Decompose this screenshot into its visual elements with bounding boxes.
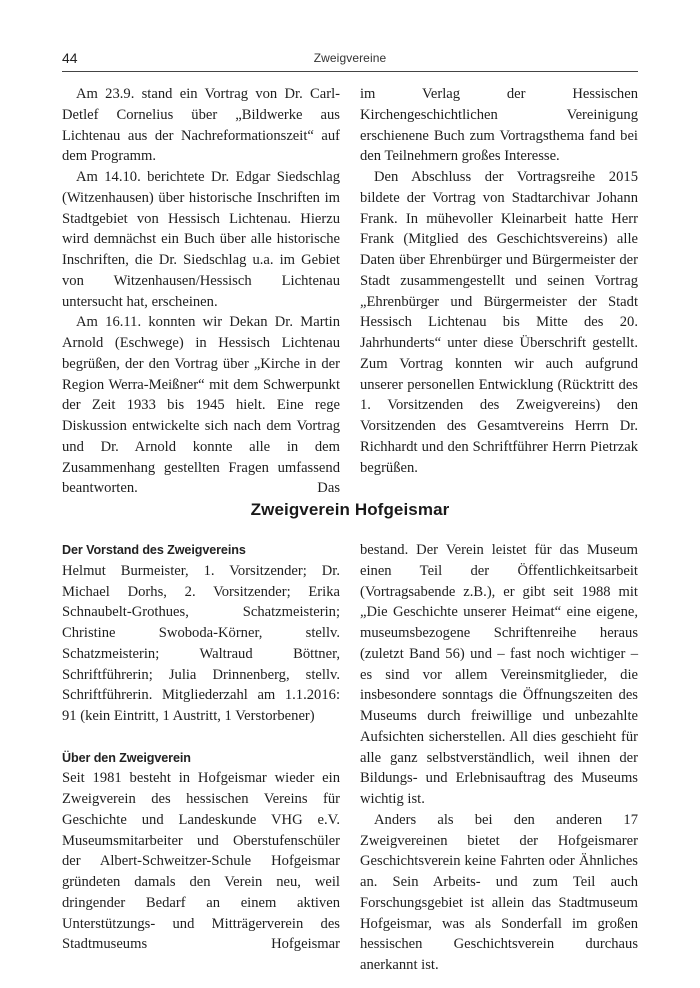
running-header <box>62 50 638 70</box>
left-column-lower <box>62 540 340 955</box>
paragraph: Am 14.10. berichtete Dr. Edgar Siedschlag (Witzenhausen) über historische Inschriften im Stadtgebiet von Hessisch Lichtenau. Hierzu wird demnächst ein Buch über alle historische Inschriften, die Dr. Siedschlag u.a. im Gebiet von Witzenhausen/Hessisch Lichtenau untersucht hat, erscheinen. <box>62 169 340 310</box>
paragraph: Am 16.11. konnten wir Dekan Dr. Martin Arnold (Eschwege) in Hessisch Lichtenau begrüßen, der den Vortrag über „Kirche in der Region Werra-Meißner“ mit dem Schwerpunkt der Zeit 1933 bis 1945 hielt. Eine rege Diskussion entwickelte sich nach dem Vortrag und Dr. Arnold konnte alle in dem Zusammenhang gestellten Fragen umfassend beantworten. Das <box>62 314 340 497</box>
right-column-upper <box>360 84 638 478</box>
header-rule <box>62 71 638 72</box>
board-members-text: Helmut Burmeister, 1. Vorsitzender; Dr. Michael Dorhs, 2. Vorsitzender; Erika Schnaubelt-Grothues, Schatzmeisterin; Christine Swoboda-Körner, stellv. Schatzmeisterin; Waltraud Böttner, Schriftführerin; Julia Drinnenberg, stellv. Schriftführerin. Mitgliederzahl am 1.1.2016: 91 (kein Eintritt, 1 Austritt, 1 Verstorbener) <box>62 562 340 724</box>
running-title: Zweigvereine <box>313 51 387 65</box>
paragraph: im Verlag der Hessischen Kirchengeschichtlichen Vereinigung erschienene Buch zum Vortragsthema fand bei den Teilnehmern großes Interesse. <box>360 86 638 165</box>
left-column-upper <box>62 84 340 499</box>
page-number: 44 <box>62 50 78 66</box>
subheading-about: Über den Zweigverein <box>62 750 191 765</box>
section-title: Zweigverein Hofgeismar <box>250 500 450 519</box>
paragraph: Anders als bei den anderen 17 Zweigvereinen bietet der Hofgeismarer Geschichtsverein keine Fahrten oder Ähnliches an. Sein Arbeits- und zum Teil auch Forschungsgebiet ist allein das Stadtmuseum Hofgeismar, was als Sonderfall im großen hessischen Geschichtsverein durchaus anerkannt ist. <box>360 811 638 973</box>
subheading-board: Der Vorstand des Zweigvereins <box>62 543 246 557</box>
paragraph: bestand. Der Verein leistet für das Museum einen Teil der Öffentlichkeitsarbeit (Vortragsabende z.B.), er gibt seit 1988 mit „Die Geschichte unserer Heimat“ eine eigene, museumsbezogene Schriftenreihe heraus (zuletzt Band 56) und – fast noch wichtiger – es sind vor allem Vereinsmitglieder, die insbesondere sonntags die Öffnungszeiten des Museums durch freiwillige und unbezahlte Aufsichten sicherstellen. All dies geschieht für alle ganz selbstverständlich, weil ihnen der Bildungs- und Erlebnisauftrag des Museums wichtig ist. <box>360 542 638 807</box>
paragraph: Am 23.9. stand ein Vortrag von Dr. Carl-Detlef Cornelius über „Bildwerke aus Lichtenau aus der Nachreformationszeit“ auf dem Programm. <box>62 86 340 165</box>
paragraph: Seit 1981 besteht in Hofgeismar wieder ein Zweigverein des hessischen Vereins für Geschichte und Landeskunde VHG e.V. Museumsmitarbeiter und Oberstufenschüler der Albert-Schweitzer-Schule Hofgeismar gründeten damals den Verein neu, weil dringender Bedarf an einem aktiven Unterstützungs- und Mitträgerverein des Stadtmuseums Hofgeismar <box>62 770 340 953</box>
spacer <box>62 727 340 748</box>
right-column-lower <box>360 540 638 976</box>
paragraph: Den Abschluss der Vortragsreihe 2015 bildete der Vortrag von Stadtarchivar Johann Frank. In mühevoller Kleinarbeit hatte Herr Frank (Mitglied des Geschichtsvereins) alle Daten über Ehrenbürger und Bürgermeister der Stadt zusammengestellt und seinen Vortrag „Ehrenbürger und Bürgermeister der Stadt Hessisch Lichtenau bis Mitte des 20. Jahrhunderts“ unter diese Überschrift gestellt. Zum Vortrag konnten wir auch aufgrund unserer personellen Entwicklung (Rücktritt des 1. Vorsitzenden des Zweigvereins) den Vorsitzenden des Gesamtvereins Herrn Dr. Richhardt und den Schriftführer Herrn Pietrzak begrüßen. <box>360 169 638 476</box>
